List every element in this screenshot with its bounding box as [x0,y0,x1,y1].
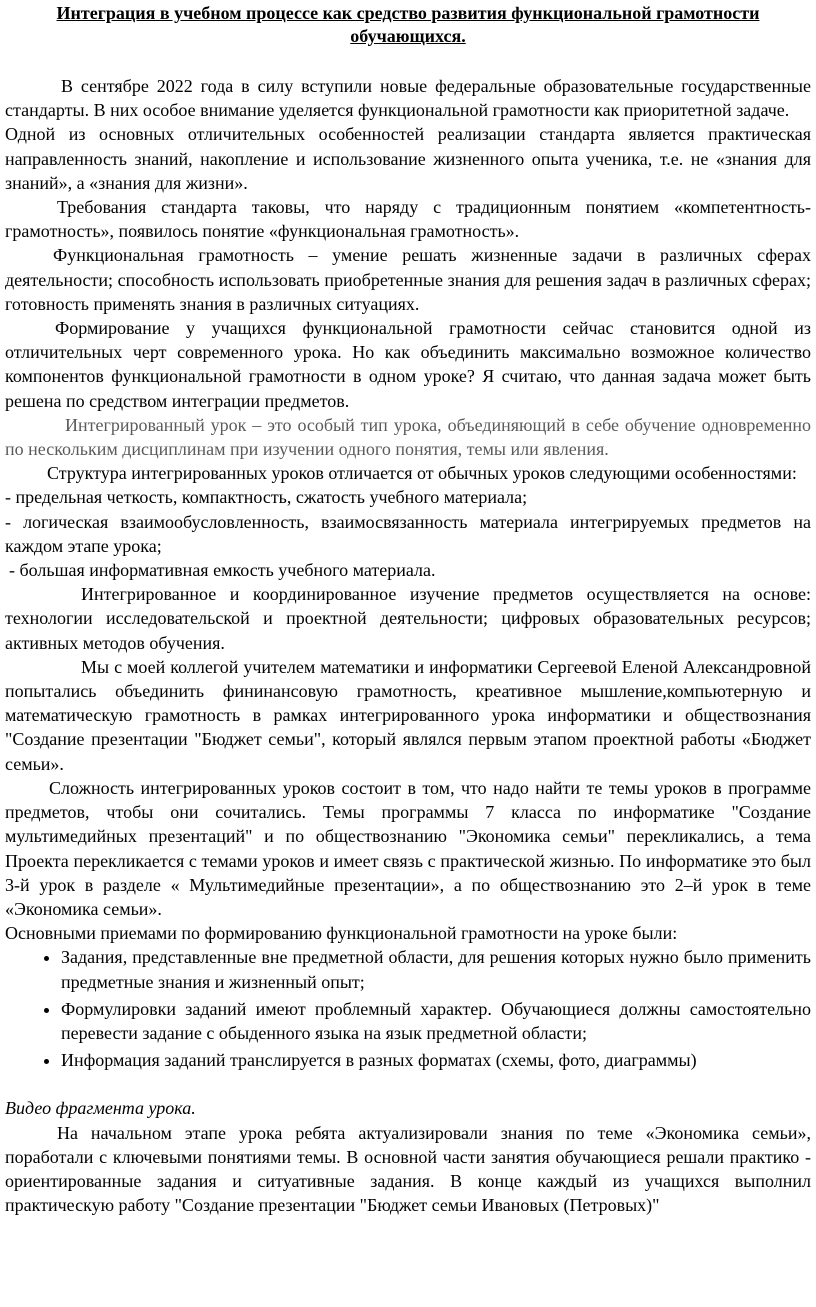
dash-item: - большая информативная емкость учебного материала. [9,560,436,581]
document-title: Интеграция в учебном процессе как средство развития функциональной грамотности обучающихся. [56,3,760,46]
paragraph-definition: Функциональная грамотность – умение решать жизненные задачи в различных сферах деятельности; способность использовать приобретенные знания для решения задач в различных сферах; готовность применять знания в различных ситуациях. [5,245,811,314]
video-heading: Видео фрагмента урока. [5,1098,196,1119]
paragraph-requirements: Требования стандарта таковы, что наряду с традиционным понятием «компетентность- грамотность», появилось понятие «функциональная грамотность». [5,197,811,242]
paragraph-standards: В сентябре 2022 года в силу вступили новые федеральные образовательные государственные стандарты. В них особое внимание уделяется функциональной грамотности как приоритетной задаче. [5,76,811,121]
techniques-list [5,945,811,1072]
paragraph-features: Одной из основных отличительных особенностей реализации стандарта является практическая направленность знаний, накопление и использование жизненного опыта ученика, т.е. не «знания для знаний», а «знания для жизни». [5,124,811,193]
paragraph-coordinated-study: Интегрированное и координированное изучение предметов осуществляется на основе: технологии исследовательской и проектной деятельности; цифровых образовательных ресурсов; активных методов обучения. [5,584,811,653]
paragraph-integrated-lesson: Интегрированный урок – это особый тип урока, объединяющий в себе обучение одновременно по нескольким дисциплинам при изучении одного понятия, темы или явления. [5,414,811,460]
paragraph-formation: Формирование у учащихся функциональной грамотности сейчас становится одной из отличительных черт современного урока. Но как объединить максимально возможное количество компонентов функциональной грамотности в одном уроке? Я считаю, что данная задача может быть решена по средством интеграции предметов. [5,318,811,411]
paragraph-structure: Структура интегрированных уроков отличается от обычных уроков следующими особенностями: [47,463,797,484]
dash-item: - логическая взаимообусловленность, взаимосвязанность материала интегрируемых предметов на каждом этапе урока; [5,511,811,556]
paragraph-complexity: Сложность интегрированных уроков состоит в том, что надо найти те темы уроков в программе предметов, чтобы они сочитались. Темы программы 7 класса по информатике "Создание мультимедийных презентаций" и по обществознанию "Экономика семьи" перекликались, а тема Проекта перекликается с темами уроков и имеет связь с практической жизнью. По информатике это был 3-й урок в разделе « Мультимедийные презентации», а по обществознанию это 2–й урок в теме «Экономика семьи». [5,777,811,919]
paragraph-colleague: Мы с моей коллегой учителем математики и информатики Сергеевой Еленой Александровной попытались объединить фининансовую грамотность, креативное мышление,компьютерную и математическую грамотность в рамках интегрированного урока информатики и обществознания "Создание презентации "Бюджет семьи", который являлся первым этапом проектной работы «Бюджет семьи». [5,656,811,774]
paragraph-techniques: Основными приемами по формированию функциональной грамотности на уроке были: [5,923,678,944]
list-item: • Задания, представленные вне предметной области, для решения которых нужно было применить предметные знания и жизненный опыт; [61,945,811,993]
list-item: • Формулировки заданий имеют проблемный характер. Обучающиеся должны самостоятельно перевести задание с обыденного языка на язык предметной области; [61,997,811,1045]
list-item: • Информация заданий транслируется в разных форматах (схемы, фото, диаграммы) [61,1048,811,1072]
dash-item: - предельная четкость, компактность, сжатость учебного материала; [5,487,528,508]
paragraph-lesson-stages: На начальном этапе урока ребята актуализировали знания по теме «Экономика семьи», поработали с ключевыми понятиями темы. В основной части занятия обучающиеся решали практико - ориентированные задания и ситуативные задания. В конце каждый из учащихся выполнил практическую работу "Создание презентации "Бюджет семьи Ивановых (Петровых)" [5,1122,811,1216]
